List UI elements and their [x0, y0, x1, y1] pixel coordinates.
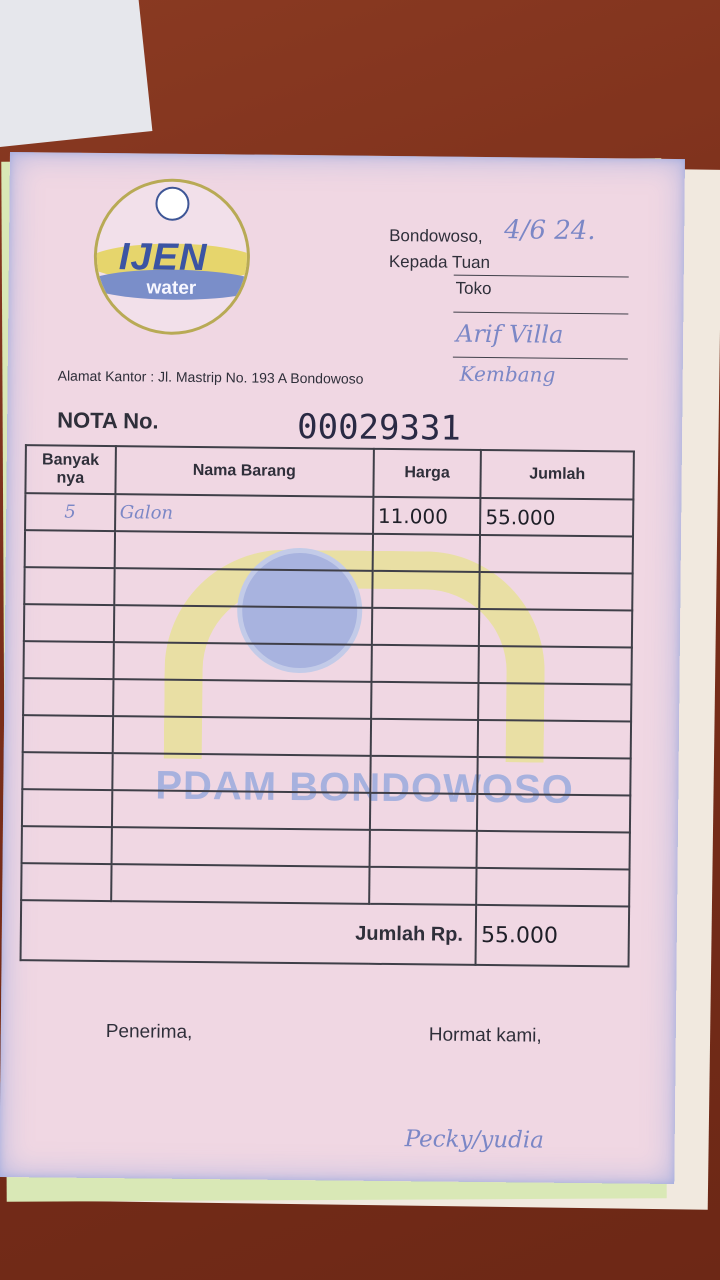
- table-row: [24, 604, 632, 647]
- sender-label: Hormat kami,: [428, 1024, 542, 1047]
- table-header: [25, 445, 633, 499]
- pdam-badge-icon: [155, 187, 189, 221]
- total-label: Jumlah Rp.: [21, 900, 477, 965]
- table-row: [25, 530, 633, 573]
- office-address: Alamat Kantor : Jl. Mastrip No. 193 A Bondowoso: [57, 367, 364, 387]
- row-qty: 5: [64, 501, 76, 523]
- col-qty: Banyak nya: [25, 445, 115, 494]
- table-row: [23, 641, 631, 684]
- row-price: 11.000: [377, 503, 449, 529]
- table-row: [22, 826, 630, 869]
- pdam-watermark-text: PDAM BONDOWOSO: [155, 763, 575, 812]
- row-amount: 55.000: [485, 504, 556, 530]
- col-item: Nama Barang: [115, 446, 374, 497]
- signature-handwritten: Pecky/yudia: [404, 1126, 545, 1154]
- table-row: [25, 493, 633, 536]
- logo-sub: water: [146, 277, 197, 299]
- col-amount: Jumlah: [481, 450, 634, 500]
- col-price: Harga: [373, 449, 481, 498]
- table-row: [22, 789, 630, 832]
- receiver-label: Penerima,: [105, 1021, 193, 1043]
- recipient-label: Kepada Tuan: [388, 251, 491, 273]
- items-table: [20, 444, 635, 967]
- table-row: [23, 678, 631, 721]
- store-label: Toko: [455, 278, 492, 299]
- table-row: [22, 752, 630, 795]
- receipt: [0, 152, 685, 1184]
- background-paper: [0, 0, 152, 148]
- table-row: [24, 567, 632, 610]
- table-row: [23, 715, 631, 758]
- total-value: 55.000: [480, 922, 559, 949]
- date-handwritten: 4/6 24.: [504, 215, 596, 247]
- ijen-water-logo: [93, 178, 251, 336]
- customer-area-handwritten: Kembang: [459, 361, 556, 387]
- nota-number: 00029331: [296, 407, 462, 449]
- table-row: [21, 863, 629, 906]
- total-row: [21, 900, 630, 966]
- row-item: Galon: [119, 502, 174, 524]
- logo-brand: IJEN: [118, 236, 208, 280]
- city-label: Bondowoso,: [389, 225, 483, 246]
- nota-label: NOTA No.: [57, 407, 159, 434]
- customer-handwritten: Arif Villa: [455, 319, 564, 349]
